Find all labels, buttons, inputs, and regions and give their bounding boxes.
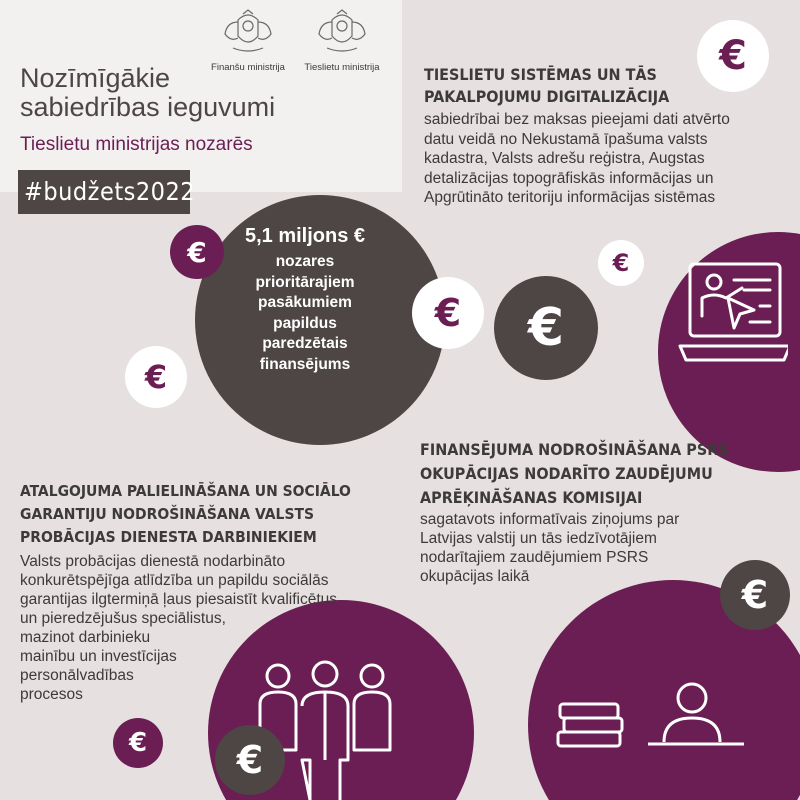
euro-coin-icon: €: [412, 277, 484, 349]
heading-line: OKUPĀCIJAS NODARĪTO ZAUDĒJUMU: [420, 464, 713, 483]
heading-line: GARANTIJU NODROŠINĀŠANA VALSTS: [20, 505, 315, 523]
text-line: kadastra, Valsts adrešu reģistra, Augstas: [424, 150, 705, 167]
euro-coin-icon: €: [170, 225, 224, 279]
title-line: sabiedrības ieguvumi: [20, 92, 276, 122]
euro-coin-icon: €: [125, 346, 187, 408]
main-funding-text: [220, 224, 390, 375]
funding-line: finansējums: [259, 355, 351, 373]
text-line: garantijas ilgtermiņā ļaus piesaistīt kvalificētus: [20, 591, 338, 608]
text-line: un pieredzējušus speciālistus,: [20, 610, 226, 627]
euro-coin-icon: €: [720, 560, 790, 630]
psrs-commission-text: [420, 510, 679, 586]
justice-ministry-logo: [302, 8, 382, 80]
psrs-commission-heading: [420, 438, 729, 510]
text-line: personālvadības: [20, 667, 134, 684]
heading-line: FINANSĒJUMA NODROŠINĀŠANA PSRS: [420, 440, 729, 459]
euro-coin-icon: €: [215, 725, 285, 795]
page-title: [20, 64, 275, 122]
digitalization-heading: [424, 64, 669, 108]
text-line: datu veidā no Nekustamā īpašuma valsts: [424, 130, 708, 148]
funding-line: prioritārajiem: [255, 273, 355, 291]
euro-coin-icon: €: [598, 240, 644, 286]
digitalization-text: [424, 110, 730, 208]
text-line: okupācijas laikā: [420, 568, 530, 585]
text-line: Valsts probācijas dienestā nodarbināto: [20, 553, 286, 570]
text-line: mazinot darbinieku: [20, 629, 151, 646]
salary-text: [20, 552, 337, 704]
coat-of-arms-icon: [221, 8, 275, 54]
coat-of-arms-icon: [315, 8, 369, 54]
heading-line: ATALGOJUMA PALIELINĀŠANA UN SOCIĀLO: [20, 482, 351, 500]
text-line: sagatavots informatīvais ziņojums par: [420, 511, 680, 528]
hashtag-badge: #budžets2022: [18, 170, 190, 214]
heading-line: PAKALPOJUMU DIGITALIZĀCIJA: [424, 87, 670, 106]
header-panel: [0, 0, 402, 192]
funding-line: papildus: [273, 314, 337, 332]
text-line: mainību un investīcijas: [20, 648, 177, 665]
heading-line: TIESLIETU SISTĒMAS UN TĀS: [424, 65, 657, 84]
text-line: detalizācijas topogrāfiskās informācijas un: [424, 169, 714, 187]
text-line: Apgrūtināto teritoriju informācijas sistēmas: [424, 189, 716, 206]
funding-line: nozares: [275, 253, 335, 270]
text-line: procesos: [20, 686, 83, 703]
euro-coin-icon: €: [697, 20, 769, 92]
heading-line: APRĒĶINĀŠANAS KOMISIJAI: [420, 488, 643, 507]
euro-coin-icon: €: [113, 718, 163, 768]
page-subtitle: Tieslietu ministrijas nozarēs: [20, 134, 253, 155]
text-line: nodarītajiem zaudējumiem PSRS: [420, 549, 649, 566]
text-line: sabiedrībai bez maksas pieejami dati atvērto: [424, 111, 730, 128]
funding-line: paredzētais: [262, 335, 348, 352]
title-line: Nozīmīgākie: [20, 63, 171, 93]
finance-ministry-label: Finanšu ministrija: [211, 62, 285, 73]
text-line: Latvijas valstij un tās iedzīvotājiem: [420, 530, 657, 547]
laptop-presentation-icon: [678, 258, 788, 378]
heading-line: PROBĀCIJAS DIENESTA DARBINIEKIEM: [20, 528, 317, 546]
justice-ministry-label: Tieslietu ministrija: [304, 62, 380, 73]
salary-heading: [20, 480, 351, 549]
text-line: konkurētspējīga atlīdzība un papildu sociālās: [20, 572, 329, 589]
desk-books-icon: [556, 680, 746, 760]
euro-coin-icon: €: [494, 276, 598, 380]
funding-amount: 5,1 miljons €: [244, 225, 366, 247]
funding-line: pasākumiem: [258, 294, 352, 311]
